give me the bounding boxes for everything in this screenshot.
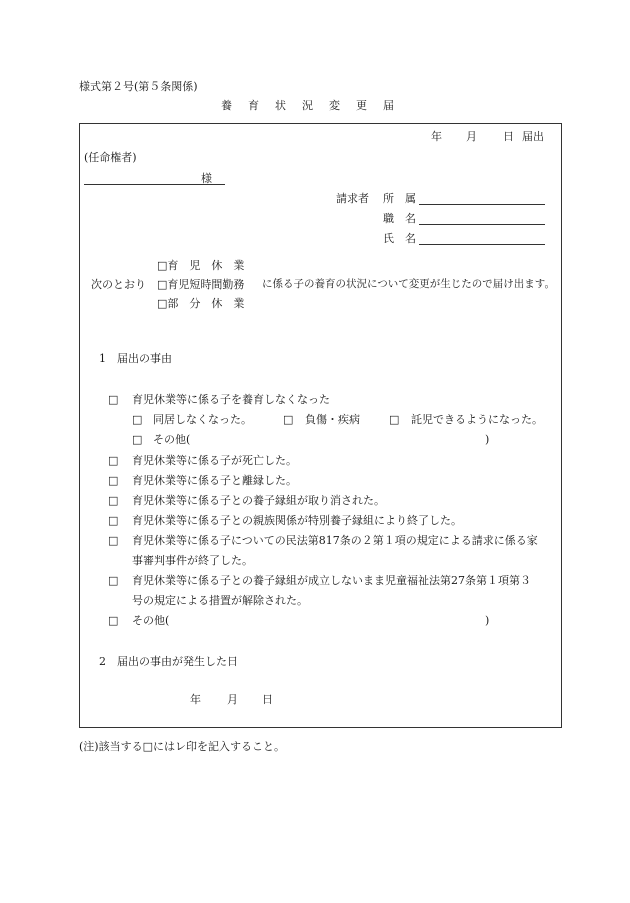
checkbox[interactable]: □ [132,413,143,426]
checkbox[interactable]: □ [283,413,294,426]
date-month-label: 月 [466,130,477,143]
statement-prefix: 次のとおり [91,278,146,291]
checkbox[interactable]: □ [108,474,119,487]
section2-heading: 2 届出の事由が発生した日 [99,655,238,668]
sub-option-not-cohabiting: 同居しなくなった。 [153,413,252,426]
appointer-honorific: 様 [201,172,212,185]
close-paren: ) [485,614,490,627]
title-char: 養 [221,99,232,112]
reason-dissolved-adoption: 育児休業等に係る子と離縁した。 [132,474,297,487]
title-char: 況 [302,99,313,112]
requester-label: 請求者 [336,192,369,205]
footnote: (注)該当する□にはレ印を記入すること。 [79,740,285,753]
title-char: 届 [383,99,394,112]
reason-special-adoption: 育児休業等に係る子との親族関係が特別養子縁組により終了した。 [132,514,462,527]
checkbox[interactable]: □ [108,454,119,467]
requester-affiliation-field[interactable] [419,204,545,205]
form-title [221,100,394,111]
requester-position-field[interactable] [419,224,545,225]
reason-civil-code-line2: 事審判事件が終了した。 [132,554,253,567]
sub-option-injury-illness: 負傷・疾病 [305,413,360,426]
statement-suffix: に係る子の養育の状況について変更が生じたので届け出ます。 [262,278,555,290]
requester-position-label: 職 名 [383,212,416,225]
checkbox[interactable]: □ [389,413,400,426]
date-day-label: 日 [503,130,514,143]
checkbox[interactable]: □ [108,494,119,507]
reason-child-welfare-line1: 育児休業等に係る子との養子縁組が成立しないまま児童福祉法第27条第１項第３ [132,574,531,587]
sub-option-other: その他( [153,433,191,446]
close-paren: ) [485,433,490,446]
checkbox[interactable]: □ [108,614,119,627]
requester-name-field[interactable] [419,244,545,245]
title-char: 変 [329,99,340,112]
reason-no-longer-raising: 育児休業等に係る子を養育しなくなった [132,393,330,406]
appointer-label: (任命権者) [84,151,137,164]
occurrence-year-label: 年 [190,693,201,706]
occurrence-day-label: 日 [262,693,273,706]
requester-name-label: 氏 名 [383,232,416,245]
requester-affiliation-label: 所 属 [383,192,416,205]
section1-heading: 1 届出の事由 [99,352,172,365]
statement-option-childcare-leave[interactable]: □育 児 休 業 [157,259,245,272]
reason-child-welfare-line2: 号の規定による措置が解除された。 [132,594,308,607]
reason-other: その他( [132,614,170,627]
title-char: 育 [248,99,259,112]
title-char: 更 [356,99,367,112]
checkbox[interactable]: □ [108,534,119,547]
checkbox[interactable]: □ [108,393,119,406]
date-year-label: 年 [431,130,442,143]
reason-civil-code-line1: 育児休業等に係る子についての民法第817条の２第１項の規定による請求に係る家 [132,534,538,547]
date-suffix: 届出 [522,130,544,143]
statement-option-short-hours[interactable]: □育児短時間勤務 [157,278,245,291]
reason-child-died: 育児休業等に係る子が死亡した。 [132,454,297,467]
checkbox[interactable]: □ [108,574,119,587]
reason-adoption-cancelled: 育児休業等に係る子との養子縁組が取り消された。 [132,494,385,507]
statement-option-partial-leave[interactable]: □部 分 休 業 [157,297,245,310]
occurrence-month-label: 月 [227,693,238,706]
checkbox[interactable]: □ [108,514,119,527]
sub-option-childcare-available: 託児できるようになった。 [411,413,543,426]
form-number: 様式第２号(第５条関係) [79,80,198,93]
title-char: 状 [275,99,286,112]
checkbox[interactable]: □ [132,433,143,446]
